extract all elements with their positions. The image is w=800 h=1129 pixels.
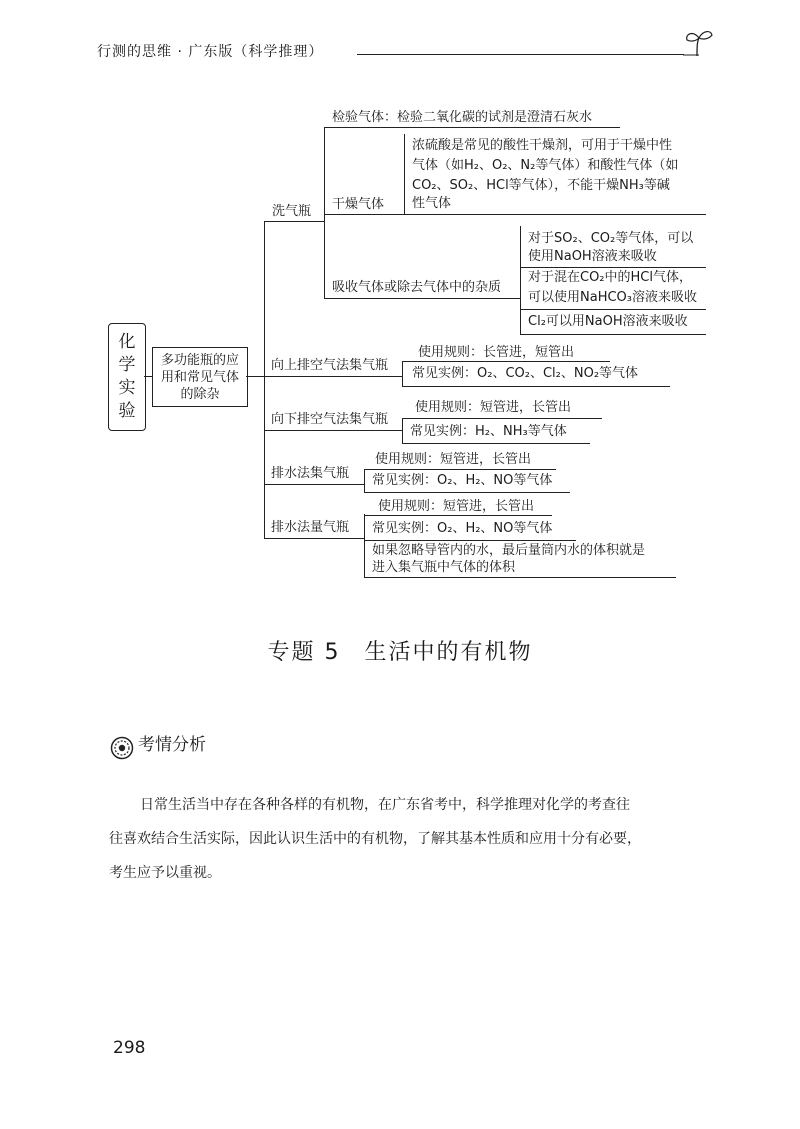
jianyan-text: 检验气体：检验二氧化碳的试剂是澄清石灰水: [332, 110, 593, 125]
branch-xiangshang-label: 向上排空气法集气瓶: [271, 358, 389, 373]
branch-line: [264, 221, 324, 222]
xishou-label: 吸收气体或除去气体中的杂质: [332, 280, 502, 295]
leaf-underline: [364, 577, 676, 578]
ganzao-desc-line: 性气体: [412, 196, 452, 211]
connector: [246, 376, 264, 377]
section-title: 考情分析: [138, 735, 206, 755]
leaf-underline: [402, 418, 602, 419]
leaf-bracket: [364, 469, 365, 493]
branch-line: [264, 376, 402, 377]
paishui-ji-rule: 使用规则：短管进，长管出: [375, 452, 532, 467]
paragraph-line: 日常生活当中存在各种各样的有机物，在广东省考中，科学推理对化学的考查往: [140, 797, 630, 813]
paishui-ji-example: 常见实例：O₂、H₂、NO等气体: [372, 473, 553, 488]
paragraph-line: 往喜欢结合生活实际，因此认识生活中的有机物，了解其基本性质和应用十分有必要，: [109, 831, 641, 847]
chapter-title: 专题 5 生活中的有机物: [267, 640, 533, 665]
xiangshang-rule: 使用规则：长管进，短管出: [418, 345, 575, 360]
ornament-icon: [110, 736, 134, 760]
leaf-bracket: [404, 134, 405, 214]
leaf-underline: [520, 267, 706, 268]
branch-line: [264, 430, 402, 431]
leaf-underline: [364, 515, 552, 516]
branch-line: [264, 538, 364, 539]
paragraph-line: 考生应予以重视。: [109, 865, 221, 881]
leaf-underline: [404, 214, 706, 215]
xishou-item-line: 对于混在CO₂中的HCl气体，: [528, 270, 692, 285]
leaf-underline: [402, 386, 670, 387]
leaf-underline: [520, 309, 706, 310]
branch-paishui-ji-label: 排水法集气瓶: [271, 466, 350, 481]
leaf-bracket: [402, 418, 403, 444]
paishui-liang-note: 进入集气瓶中气体的体积: [372, 560, 516, 575]
xishou-item-line: 对于SO₂、CO₂等气体，可以: [528, 231, 694, 246]
branch-line: [264, 484, 364, 485]
root-node-label: 化学实验: [118, 332, 136, 421]
xishou-item-line: 使用NaOH溶液来吸收: [528, 249, 657, 264]
paishui-liang-example: 常见实例：O₂、H₂、NO等气体: [372, 521, 553, 536]
sub-branch-line: [324, 298, 520, 299]
xiangshang-example: 常见实例：O₂、CO₂、Cl₂、NO₂等气体: [412, 366, 639, 381]
paishui-liang-rule: 使用规则：短管进，长管出: [378, 499, 535, 514]
running-header: 行测的思维 · 广东版（科学推理）: [97, 44, 324, 60]
sprout-icon: [683, 26, 715, 58]
xishou-item-line: Cl₂可以用NaOH溶液来吸收: [528, 314, 688, 329]
ganzao-label: 干燥气体: [332, 197, 385, 212]
xiangxia-example: 常见实例：H₂、NH₃等气体: [410, 424, 567, 439]
ganzao-desc-line: 浓硫酸是常见的酸性干燥剂，可用于干燥中性: [412, 138, 673, 153]
leaf-underline: [364, 492, 570, 493]
paishui-liang-note: 如果忽略导管内的水，最后量筒内水的体积就是: [372, 543, 646, 558]
leaf-underline: [364, 469, 556, 470]
header-rule: [357, 54, 684, 55]
branch-xiangxia-label: 向下排空气法集气瓶: [271, 412, 389, 427]
leaf-bracket: [402, 361, 403, 387]
ganzao-desc-line: CO₂、SO₂、HCl等气体），不能干燥NH₃等碱: [412, 178, 670, 193]
leaf-underline: [364, 540, 576, 541]
xiangxia-rule: 使用规则：短管进，长管出: [415, 400, 572, 415]
branch-paishui-liang-label: 排水法量气瓶: [271, 520, 350, 535]
leaf-underline: [402, 443, 590, 444]
center-node-label: 多功能瓶的应用和常见气体的除杂: [160, 353, 239, 402]
branch-xiqiping-label: 洗气瓶: [272, 204, 312, 219]
sub-branch-line: [324, 127, 620, 128]
sub-branch-line: [324, 214, 404, 215]
connector: [144, 376, 152, 377]
leaf-underline: [520, 334, 706, 335]
sub-trunk: [324, 127, 325, 299]
xishou-item-line: 可以使用NaHCO₃溶液来吸收: [528, 290, 697, 305]
leaf-bracket: [520, 226, 521, 334]
leaf-underline: [402, 361, 610, 362]
leaf-bracket: [364, 514, 365, 577]
ganzao-desc-line: 气体（如H₂、O₂、N₂等气体）和酸性气体（如: [412, 158, 679, 173]
trunk-line: [264, 221, 265, 538]
page-number: 298: [113, 1038, 146, 1058]
